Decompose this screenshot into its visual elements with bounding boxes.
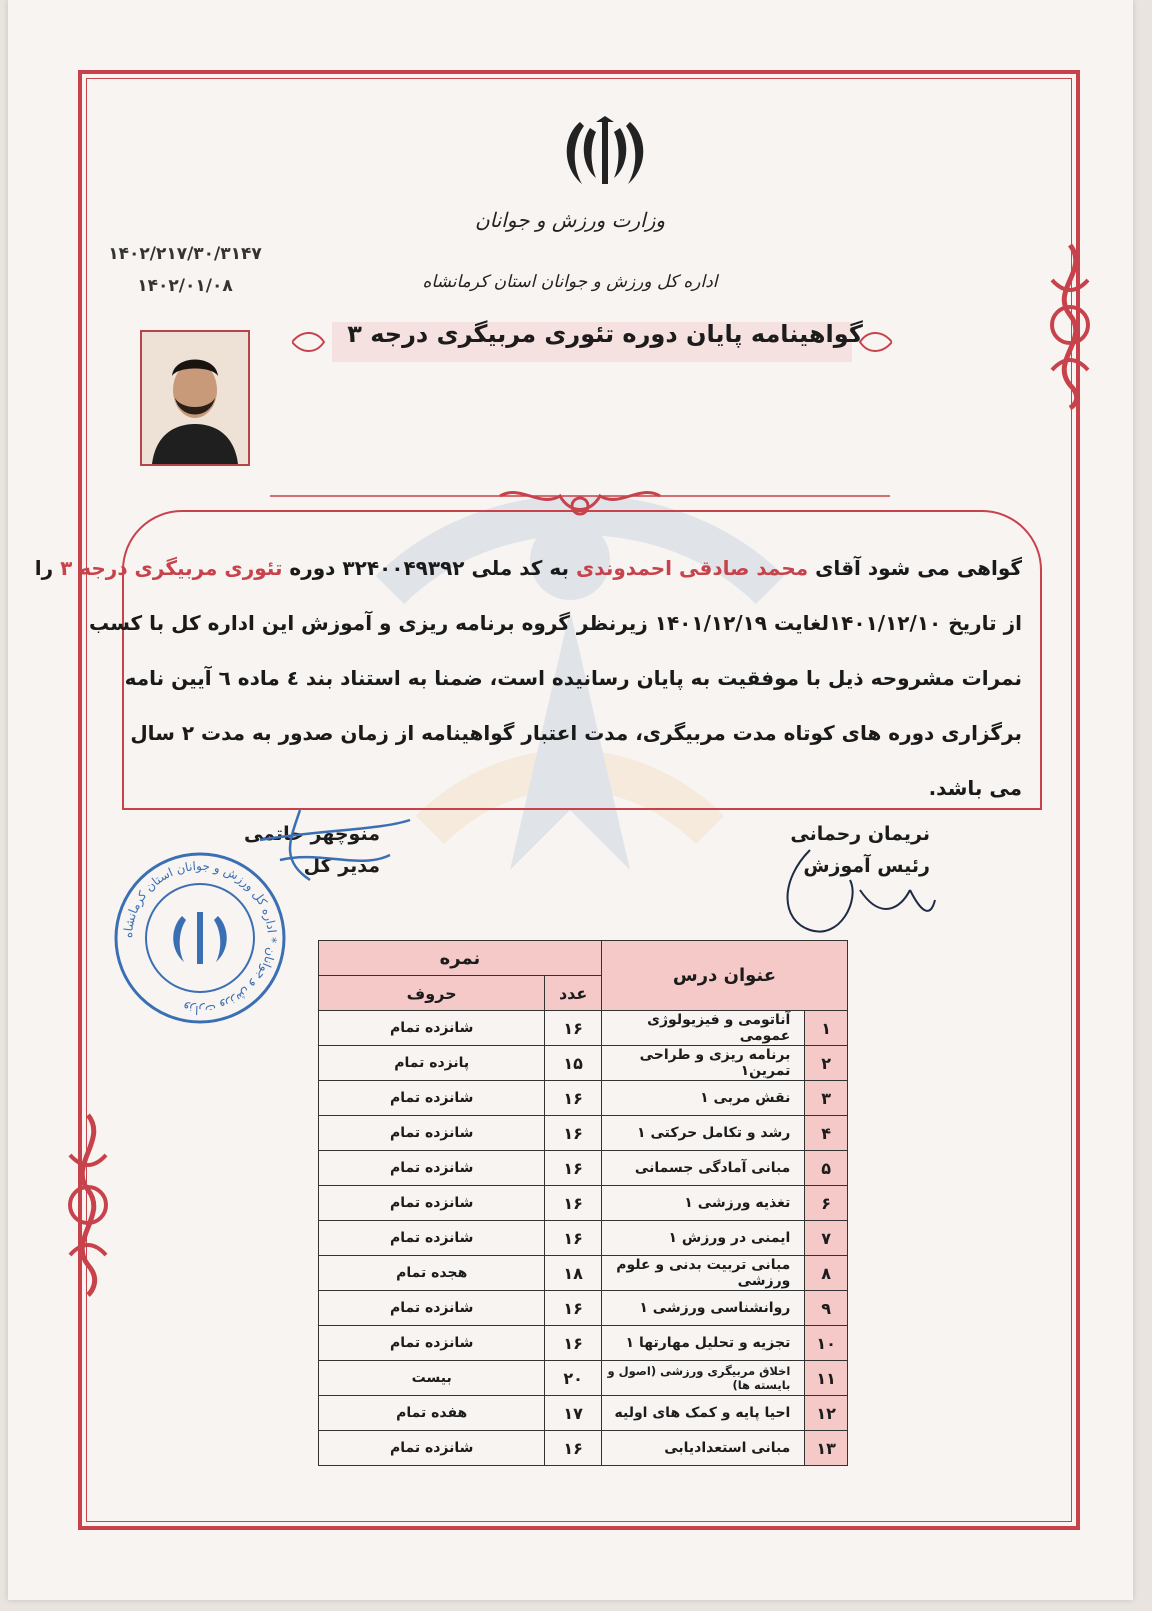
header-grade: نمره [319, 941, 602, 976]
training-head-signature-scribble [770, 840, 940, 950]
table-row [319, 1011, 848, 1046]
body-line-5: می باشد. [928, 776, 1022, 800]
table-row [319, 1291, 848, 1326]
grade-letters-cell: شانزده تمام [319, 1431, 545, 1466]
grade-number-cell: ۱۶ [545, 1431, 602, 1466]
grade-number-cell: ۱۶ [545, 1221, 602, 1256]
official-stamp [112, 850, 288, 1026]
body-line-4: برگزاری دوره های کوتاه مدت مربیگری، مدت اعتبار گواهینامه از زمان صدور به مدت ۲ سال [130, 721, 1022, 745]
grade-letters-cell: شانزده تمام [319, 1116, 545, 1151]
certificate-title: گواهینامه پایان دوره تئوری مربیگری درجه ۳ [347, 320, 863, 348]
grade-number-cell: ۱۶ [545, 1011, 602, 1046]
course-title-cell: مبانی آمادگی جسمانی [601, 1151, 804, 1186]
row-index: ۸ [805, 1256, 848, 1291]
body-line-2: از تاریخ ۱۴۰۱/۱۲/۱۰لغایت ۱۴۰۱/۱۲/۱۹ زیرنظر گروه برنامه ریزی و آموزش این اداره کل با کسب [89, 611, 1022, 635]
iran-emblem-icon [560, 112, 650, 192]
course-name: تئوری مربیگری درجه ۳ [60, 556, 283, 580]
body-line-1 [34, 548, 1022, 603]
course-title-cell: مبانی تربیت بدنی و علوم ورزشی [601, 1256, 804, 1291]
course-title-cell: اخلاق مربیگری ورزشی (اصول و بایسته ها) [601, 1361, 804, 1396]
table-row [319, 1116, 848, 1151]
table-row [319, 1186, 848, 1221]
training-head-role: رئیس آموزش [803, 855, 930, 877]
grade-number-cell: ۱۶ [545, 1291, 602, 1326]
training-head-name: نریمان رحمانی [790, 823, 930, 845]
grade-number-cell: ۱۶ [545, 1326, 602, 1361]
course-title-cell: برنامه ریزی و طراحی تمرین۱ [601, 1046, 804, 1081]
grade-number-cell: ۱۸ [545, 1256, 602, 1291]
table-row [319, 1396, 848, 1431]
row-index: ۷ [805, 1221, 848, 1256]
grade-letters-cell: بیست [319, 1361, 545, 1396]
department-name: اداره کل ورزش و جوانان استان کرمانشاه [422, 272, 718, 292]
row-index: ۹ [805, 1291, 848, 1326]
course-title-cell: مبانی استعدادیابی [601, 1431, 804, 1466]
row-index: ۳ [805, 1081, 848, 1116]
course-title-cell: نقش مربی ۱ [601, 1081, 804, 1116]
grade-number-cell: ۱۶ [545, 1116, 602, 1151]
grade-number-cell: ۱۵ [545, 1046, 602, 1081]
grades-table-body [319, 1011, 848, 1466]
row-index: ۱ [805, 1011, 848, 1046]
row-index: ۶ [805, 1186, 848, 1221]
body-text-part: گواهی می شود آقای [808, 556, 1022, 580]
grade-letters-cell: شانزده تمام [319, 1186, 545, 1221]
body-text-part: به کد ملی ۳۲۴۰۰۴۹۳۹۲ دوره [282, 556, 576, 580]
grade-letters-cell: شانزده تمام [319, 1081, 545, 1116]
course-title-cell: تغذیه ورزشی ۱ [601, 1186, 804, 1221]
grade-letters-cell: شانزده تمام [319, 1291, 545, 1326]
table-row [319, 1151, 848, 1186]
ornament-bottom-left [58, 1110, 118, 1300]
grades-table [318, 940, 848, 1466]
course-title-cell: احیا پایه و کمک های اولیه [601, 1396, 804, 1431]
reference-date: ۱۴۰۲/۰۱/۰۸ [137, 276, 233, 296]
row-index: ۱۰ [805, 1326, 848, 1361]
grade-number-cell: ۱۷ [545, 1396, 602, 1431]
header-number: عدد [545, 976, 602, 1011]
stamp-text: وزارت ورزش و جوانان * اداره کل ورزش و جوانان استان کرمانشاه [120, 858, 280, 1018]
row-index: ۱۳ [805, 1431, 848, 1466]
ornament-top-right [1040, 240, 1100, 410]
grade-letters-cell: هفده تمام [319, 1396, 545, 1431]
header-course-title: عنوان درس [601, 941, 847, 1011]
table-row [319, 1046, 848, 1081]
course-title-cell: رشد و تکامل حرکتی ۱ [601, 1116, 804, 1151]
table-row [319, 1221, 848, 1256]
row-index: ۲ [805, 1046, 848, 1081]
row-index: ۱۱ [805, 1361, 848, 1396]
grade-letters-cell: پانزده تمام [319, 1046, 545, 1081]
row-index: ۴ [805, 1116, 848, 1151]
recipient-name: محمد صادقی احمدوندی [575, 556, 809, 580]
grade-letters-cell: شانزده تمام [319, 1011, 545, 1046]
body-text-part: را [34, 556, 61, 580]
course-title-cell: ایمنی در ورزش ۱ [601, 1221, 804, 1256]
director-name: منوچهر حاتمی [243, 823, 380, 845]
grade-number-cell: ۱۶ [545, 1081, 602, 1116]
ministry-name: وزارت ورزش و جوانان [474, 208, 666, 232]
table-row [319, 1361, 848, 1396]
header-letters: حروف [319, 976, 545, 1011]
grade-number-cell: ۲۰ [545, 1361, 602, 1396]
certificate-body [34, 548, 1022, 823]
grade-letters-cell: شانزده تمام [319, 1326, 545, 1361]
row-index: ۱۲ [805, 1396, 848, 1431]
course-title-cell: تجزیه و تحلیل مهارتها ۱ [601, 1326, 804, 1361]
grade-number-cell: ۱۶ [545, 1151, 602, 1186]
reference-number: ۱۴۰۲/۲۱۷/۳۰/۳۱۴۷ [108, 244, 262, 264]
table-row [319, 1326, 848, 1361]
table-row [319, 1081, 848, 1116]
row-index: ۵ [805, 1151, 848, 1186]
course-title-cell: روانشناسی ورزشی ۱ [601, 1291, 804, 1326]
grade-letters-cell: شانزده تمام [319, 1151, 545, 1186]
grade-letters-cell: شانزده تمام [319, 1221, 545, 1256]
applicant-photo [140, 330, 250, 466]
director-role: مدیر کل [303, 855, 380, 877]
course-title-cell: آناتومی و فیزیولوژی عمومی [601, 1011, 804, 1046]
body-line-3: نمرات مشروحه ذیل با موفقیت به پایان رسانیده است، ضمنا به استناد بند ٤ ماده ٦ آیین نامه [124, 666, 1022, 690]
table-row [319, 1256, 848, 1291]
table-row [319, 1431, 848, 1466]
grade-number-cell: ۱۶ [545, 1186, 602, 1221]
grade-letters-cell: هجده تمام [319, 1256, 545, 1291]
